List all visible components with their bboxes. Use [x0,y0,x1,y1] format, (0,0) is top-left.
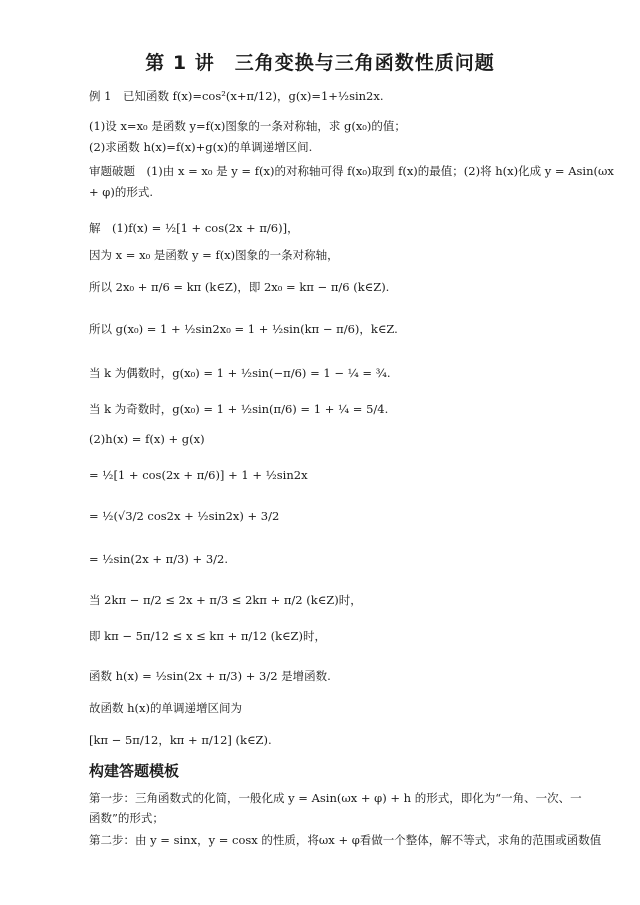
solution-line-1: 解 (1)f(x) = ½[1 + cos(2x + π/6)]， [89,221,299,235]
page-title: 第 1 讲 三角变换与三角函数性质问题 [145,52,495,74]
step-1-line-1: 第一步：三角函数式的化简，一般化成 y = Asin(ωx + φ) + h 的形式，即化为“一角、一次、一 [89,791,582,805]
step-2-line-1: 第二步：由 y = sinx，y = cosx 的性质，将ωx + φ看做一个整体，解不等式，求角的范围或函数值 [89,833,602,847]
part2-line-2: = ½[1 + cos(2x + π/6)] + 1 + ½sin2x [89,468,308,482]
part2-line-4: = ½sin(2x + π/3) + 3/2. [89,552,229,566]
solution-line-3: 所以 2x₀ + π/6 = kπ (k∈Z)，即 2x₀ = kπ − π/6 (k∈Z). [89,280,390,294]
part2-line-9: [kπ − 5π/12，kπ + π/12] (k∈Z). [89,733,272,747]
part2-line-1: (2)h(x) = f(x) + g(x) [89,432,205,446]
analysis-line-2: + φ)的形式. [89,185,153,199]
solution-line-4: 所以 g(x₀) = 1 + ½sin2x₀ = 1 + ½sin(kπ − π/6)，k∈Z. [89,322,398,336]
analysis-line-1: 审题破题 (1)由 x = x₀ 是 y = f(x)的对称轴可得 f(x₀)取到 f(x)的最值；(2)将 h(x)化成 y = Asin(ωx [89,164,614,178]
solution-line-5: 当 k 为偶数时，g(x₀) = 1 + ½sin(−π/6) = 1 − ¼ = ¾. [89,366,391,380]
question-2: (2)求函数 h(x)=f(x)+g(x)的单调递增区间. [89,140,313,154]
part2-line-7: 函数 h(x) = ½sin(2x + π/3) + 3/2 是增函数. [89,669,331,683]
part2-line-5: 当 2kπ − π/2 ≤ 2x + π/3 ≤ 2kπ + π/2 (k∈Z)时， [89,593,362,607]
step-1-line-2: 函数”的形式； [89,811,164,825]
example-1: 例 1 已知函数 f(x)=cos²(x+π/12)，g(x)=1+½sin2x. [89,89,384,103]
part2-line-8: 故函数 h(x)的单调递增区间为 [89,701,243,715]
solution-line-2: 因为 x = x₀ 是函数 y = f(x)图象的一条对称轴， [89,248,339,262]
template-heading: 构建答题模板 [89,762,180,780]
solution-line-6: 当 k 为奇数时，g(x₀) = 1 + ½sin(π/6) = 1 + ¼ = 5/4. [89,402,389,416]
question-1: (1)设 x=x₀ 是函数 y=f(x)图象的一条对称轴，求 g(x₀)的值； [89,119,406,133]
part2-line-6: 即 kπ − 5π/12 ≤ x ≤ kπ + π/12 (k∈Z)时， [89,629,327,643]
part2-line-3: = ½(√3/2 cos2x + ½sin2x) + 3/2 [89,509,280,523]
